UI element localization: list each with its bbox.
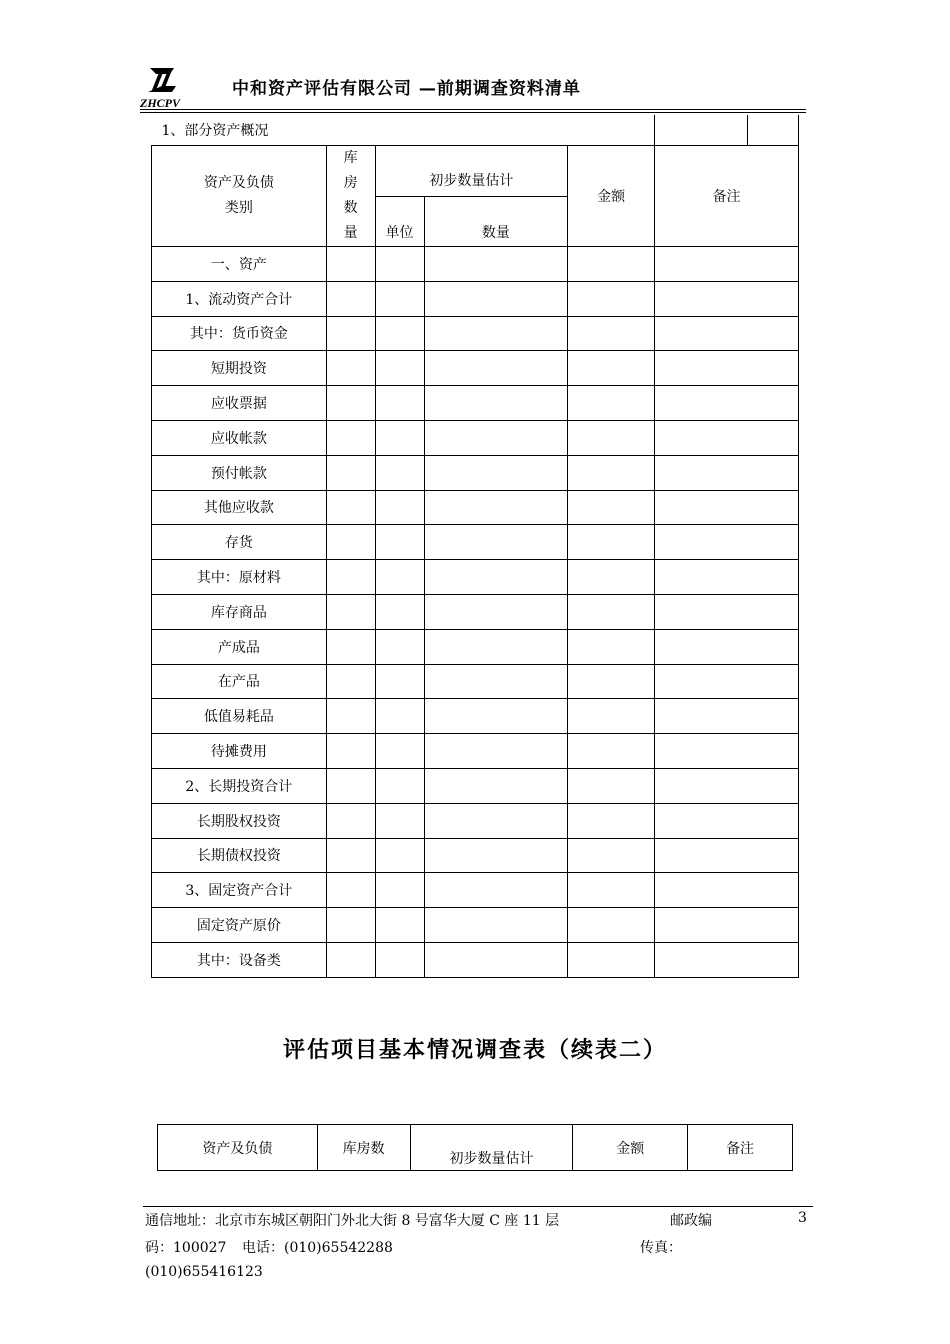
cell-remark [655,629,799,664]
cell-remark [655,386,799,421]
row-label: 2、长期投资合计 [152,768,327,803]
cell-unit [375,525,424,560]
cell-remark [655,908,799,943]
header-quantity: 数量 [424,196,568,247]
cell-amount [568,629,655,664]
header-unit: 单位 [375,196,424,247]
cell-amount [568,768,655,803]
cell-quantity [424,420,568,455]
cont-header-remark: 备注 [688,1125,793,1171]
cell-warehouse [326,525,375,560]
cell-remark [655,351,799,386]
cell-amount [568,490,655,525]
cell-warehouse [326,490,375,525]
cell-amount [568,316,655,351]
table-row [152,281,799,316]
asset-overview-table [151,115,799,978]
table-row [152,908,799,943]
table-row [152,942,799,977]
cell-remark [655,768,799,803]
row-label: 其中：货币资金 [152,316,327,351]
cell-warehouse [326,455,375,490]
row-label: 长期股权投资 [152,803,327,838]
cell-amount [568,281,655,316]
table-row [152,490,799,525]
footer-divider [143,1206,813,1207]
cell-unit [375,942,424,977]
row-label: 其他应收款 [152,490,327,525]
cell-warehouse [326,734,375,769]
cell-warehouse [326,942,375,977]
footer-postal-code: 码：100027 [145,1240,227,1256]
table-row [152,420,799,455]
cell-unit [375,803,424,838]
cell-amount [568,838,655,873]
cell-unit [375,838,424,873]
cell-warehouse [326,699,375,734]
row-label: 其中：原材料 [152,560,327,595]
cell-unit [375,768,424,803]
header-estimate: 初步数量估计 [375,146,568,197]
table-row [152,838,799,873]
cell-quantity [424,873,568,908]
cell-unit [375,560,424,595]
header-divider-inner [140,112,806,113]
footer-fax-label: 传真： [640,1240,682,1256]
cell-warehouse [326,664,375,699]
cell-quantity [424,629,568,664]
cell-quantity [424,247,568,282]
footer-phone: 电话：(010)65542288 [242,1240,393,1256]
table-row [152,664,799,699]
cell-remark [655,490,799,525]
header-warehouse-text: 库 房 数 量 [343,150,358,241]
cell-warehouse [326,629,375,664]
row-label: 应收帐款 [152,420,327,455]
header-remark: 备注 [655,146,799,247]
cell-unit [375,734,424,769]
row-label: 短期投资 [152,351,327,386]
row-label: 固定资产原价 [152,908,327,943]
cell-quantity [424,351,568,386]
cell-remark [655,873,799,908]
cont-header-estimate: 初步数量估计 [410,1125,573,1171]
table-row [152,734,799,769]
cell-warehouse [326,420,375,455]
table-row [152,247,799,282]
cell-amount [568,803,655,838]
cont-header-category: 资产及负债 [158,1125,318,1171]
cell-unit [375,420,424,455]
row-label: 3、固定资产合计 [152,873,327,908]
cell-quantity [424,768,568,803]
cell-warehouse [326,316,375,351]
row-label: 1、流动资产合计 [152,281,327,316]
cell-unit [375,386,424,421]
footer-fax: (010)655416123 [145,1264,263,1280]
cell-warehouse [326,768,375,803]
cell-warehouse [326,560,375,595]
cont-header-warehouse: 库房数 [317,1125,410,1171]
footer-address: 通信地址：北京市东城区朝阳门外北大街 8 号富华大厦 C 座 11 层 [145,1213,560,1229]
footer-postal-label: 邮政编 [670,1213,712,1229]
cell-warehouse [326,351,375,386]
row-label: 待摊费用 [152,734,327,769]
cell-quantity [424,734,568,769]
row-label: 一、资产 [152,247,327,282]
section-empty-cell [655,115,799,146]
cell-remark [655,420,799,455]
cell-unit [375,664,424,699]
table-row [152,316,799,351]
cell-amount [568,873,655,908]
page-header-title: 中和资产评估有限公司 —前期调查资料清单 [232,79,581,99]
cell-unit [375,351,424,386]
cell-remark [655,838,799,873]
header-warehouse [326,146,375,247]
cell-remark [655,455,799,490]
cell-warehouse [326,247,375,282]
section-label: 1、部分资产概况 [152,115,655,146]
cell-unit [375,908,424,943]
cell-amount [568,664,655,699]
cell-amount [568,560,655,595]
cell-quantity [424,699,568,734]
cell-quantity [424,803,568,838]
cell-quantity [424,664,568,699]
continued-table [157,1124,793,1171]
cell-warehouse [326,838,375,873]
cell-unit [375,455,424,490]
cell-quantity [424,490,568,525]
cell-remark [655,316,799,351]
cell-unit [375,594,424,629]
table-row [152,768,799,803]
cell-amount [568,734,655,769]
page-number: 3 [798,1210,807,1226]
header-category [152,146,327,247]
cell-remark [655,664,799,699]
cell-amount [568,699,655,734]
cell-warehouse [326,386,375,421]
cell-remark [655,942,799,977]
cell-warehouse [326,594,375,629]
row-label: 预付帐款 [152,455,327,490]
cell-remark [655,594,799,629]
cell-remark [655,247,799,282]
cell-remark [655,281,799,316]
cell-remark [655,560,799,595]
table-row [152,699,799,734]
table-row [152,386,799,421]
cell-quantity [424,560,568,595]
cell-quantity [424,281,568,316]
cell-amount [568,908,655,943]
zhcpv-logo-icon [144,66,180,94]
row-label: 存货 [152,525,327,560]
cell-amount [568,247,655,282]
row-label: 其中：设备类 [152,942,327,977]
row-label: 库存商品 [152,594,327,629]
cell-unit [375,247,424,282]
cell-warehouse [326,281,375,316]
cell-remark [655,803,799,838]
cell-unit [375,873,424,908]
section-title: 评估项目基本情况调查表（续表二） [282,1038,667,1063]
header-category-text: 资产及负债 类别 [203,175,274,216]
cell-unit [375,490,424,525]
cell-amount [568,351,655,386]
row-label: 产成品 [152,629,327,664]
cell-remark [655,699,799,734]
company-logo [140,66,192,110]
row-label: 在产品 [152,664,327,699]
cell-quantity [424,455,568,490]
row-label: 低值易耗品 [152,699,327,734]
table-row [152,594,799,629]
cell-unit [375,316,424,351]
cell-amount [568,455,655,490]
cell-quantity [424,525,568,560]
cell-remark [655,525,799,560]
cell-unit [375,281,424,316]
cell-quantity [424,594,568,629]
cell-amount [568,386,655,421]
table-row [152,455,799,490]
row-label: 应收票据 [152,386,327,421]
cell-warehouse [326,873,375,908]
cell-amount [568,594,655,629]
cell-quantity [424,942,568,977]
table-row [152,525,799,560]
cell-quantity [424,316,568,351]
cell-amount [568,942,655,977]
table-row [152,560,799,595]
table-row [152,873,799,908]
cell-amount [568,420,655,455]
cell-warehouse [326,803,375,838]
cont-header-amount: 金额 [573,1125,688,1171]
cell-amount [568,525,655,560]
table-row [152,629,799,664]
cell-unit [375,629,424,664]
logo-text: ZHCPV [140,96,181,110]
cell-quantity [424,838,568,873]
cell-warehouse [326,908,375,943]
cell-quantity [424,386,568,421]
table-row [152,351,799,386]
cell-remark [655,734,799,769]
cell-unit [375,699,424,734]
cell-quantity [424,908,568,943]
header-divider [140,109,806,110]
header-amount: 金额 [568,146,655,247]
row-label: 长期债权投资 [152,838,327,873]
table-row [152,803,799,838]
